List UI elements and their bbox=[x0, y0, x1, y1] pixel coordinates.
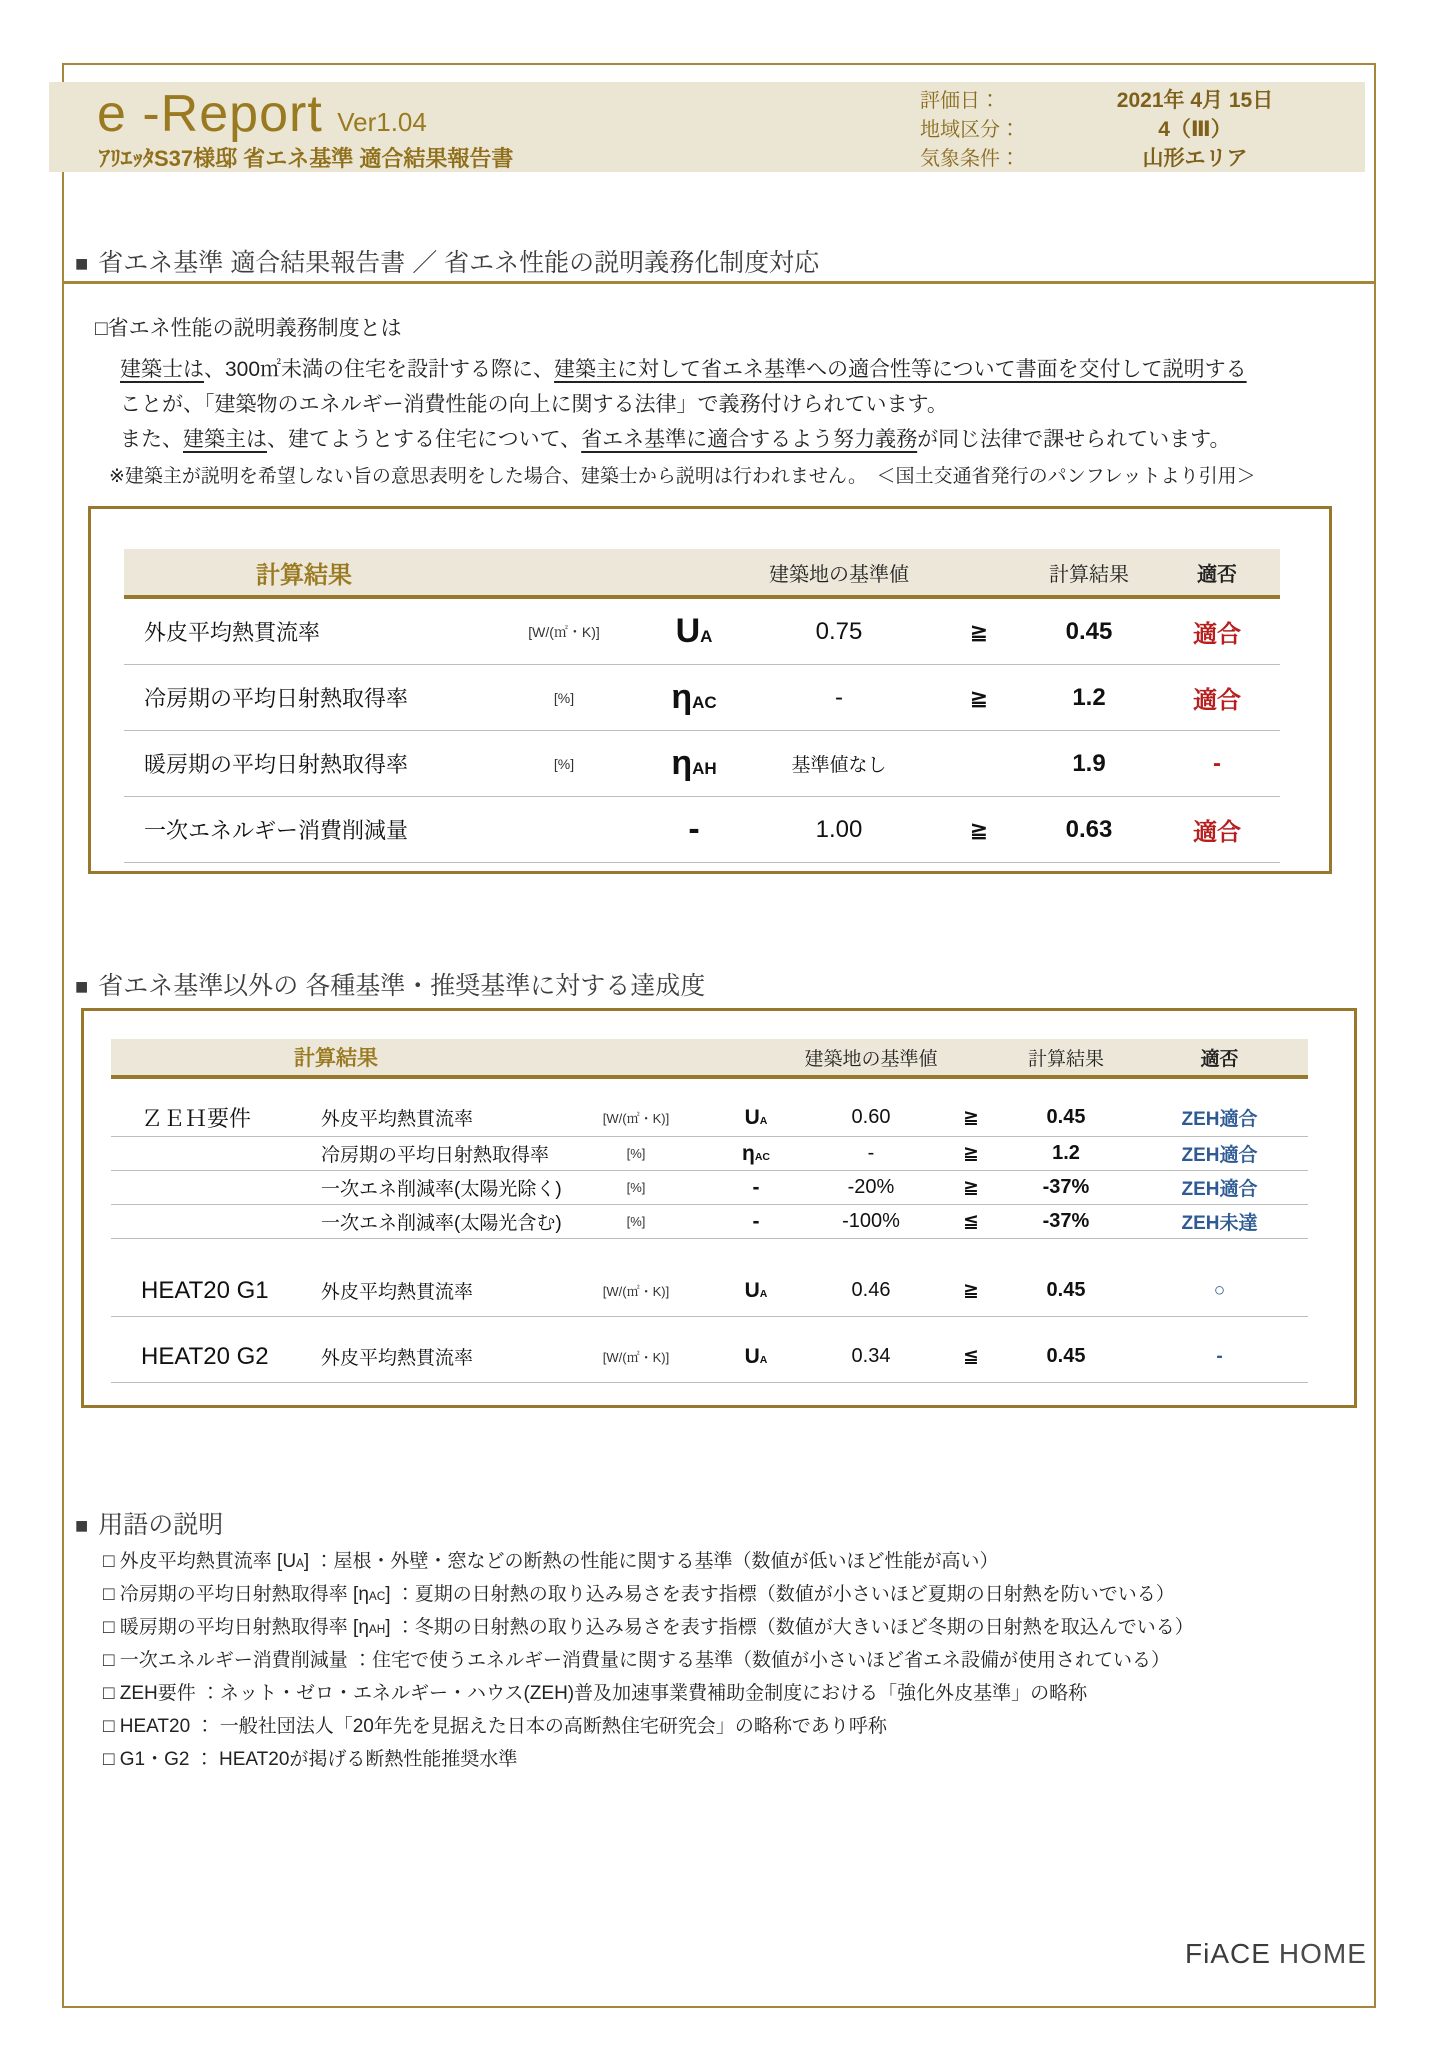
symbol-main: η bbox=[671, 678, 693, 716]
unit-label: [%] bbox=[553, 755, 575, 772]
comparison-operator: ≧ bbox=[963, 1107, 979, 1128]
symbol bbox=[711, 1345, 801, 1369]
brand bbox=[97, 84, 427, 144]
term-line bbox=[103, 1644, 1194, 1677]
square-bullet-icon: ■ bbox=[75, 1513, 89, 1538]
symbol bbox=[711, 1176, 801, 1200]
company-logo bbox=[1185, 1938, 1367, 1970]
unit-label: [W/(㎡・K)] bbox=[602, 1284, 670, 1299]
table-row bbox=[124, 599, 1280, 665]
header-cell-verdict: 適否 bbox=[1197, 563, 1237, 586]
meta-row-climate bbox=[920, 144, 1320, 173]
table-row bbox=[124, 731, 1280, 797]
term-text: □ ZEH要件 ：ネット・ゼロ・エネルギー・ハウス(ZEH)普及加速事業費補助金制度における「強化外皮基準」の略称 bbox=[103, 1683, 1088, 1704]
term-text: ] ：夏期の日射熱の取り込み易さを表す指標（数値が小さいほど夏期の日射熱を防いでいる） bbox=[385, 1584, 1175, 1605]
symbol bbox=[711, 1106, 801, 1130]
symbol-main: - bbox=[752, 1175, 760, 1199]
section-title-text: 省エネ基準 適合結果報告書 ／ 省エネ性能の説明義務化制度対応 bbox=[98, 249, 820, 277]
underlined-text: 建築主は bbox=[183, 428, 267, 451]
unit-label: [W/(㎡・K)] bbox=[602, 1350, 670, 1365]
paragraph-text: が同じ法律で課せられています。 bbox=[917, 428, 1231, 451]
row-label: 一次エネ削減率(太陽光除く) bbox=[321, 1179, 562, 1200]
meta-label: 気象条件： bbox=[920, 148, 1020, 170]
unit-label: [%] bbox=[626, 1214, 646, 1229]
symbol-subscript: AH bbox=[692, 759, 717, 778]
table-row bbox=[111, 1137, 1308, 1171]
paragraph-line: ことが、「建築物のエネルギー消費性能の向上に関する法律」で義務付けられています。 bbox=[120, 393, 948, 416]
logo-fiace: FiACE bbox=[1185, 1938, 1271, 1969]
unit-label: [W/(㎡・K)] bbox=[528, 623, 600, 640]
unit-label: [%] bbox=[626, 1146, 646, 1161]
meta-row-evaluation-date bbox=[920, 86, 1320, 115]
row-label: 冷房期の平均日射熱取得率 bbox=[144, 686, 409, 711]
paragraph-line bbox=[120, 352, 1395, 387]
result-value: 0.45 bbox=[1046, 1279, 1086, 1301]
square-bullet-icon: ■ bbox=[75, 974, 89, 999]
verdict: ZEH適合 bbox=[1181, 1179, 1258, 1200]
meta-label: 地域区分： bbox=[920, 119, 1020, 141]
meta-row-region bbox=[920, 115, 1320, 144]
result-value: -37% bbox=[1042, 1176, 1090, 1198]
comparison-operator: ≧ bbox=[969, 684, 989, 710]
comparison-operator: ≦ bbox=[963, 1211, 979, 1232]
terms-list bbox=[103, 1545, 1194, 1776]
comparison-operator: ≧ bbox=[969, 618, 989, 644]
report-title: e -Report bbox=[97, 85, 323, 143]
term-text: □ HEAT20 ： 一般社団法人「20年先を見据えた日本の高断熱住宅研究会」の略称であり呼称 bbox=[103, 1716, 887, 1737]
standard-value: 1.00 bbox=[815, 815, 863, 843]
logo-home: HOME bbox=[1278, 1938, 1367, 1969]
standard-value: 0.34 bbox=[851, 1345, 891, 1367]
symbol bbox=[711, 1279, 801, 1303]
symbol-subscript: AC bbox=[692, 693, 717, 712]
standard-value: - bbox=[867, 1142, 875, 1164]
report-subtitle: ｱﾘｴｯﾀS37様邸 省エネ基準 適合結果報告書 bbox=[99, 146, 514, 171]
report-version: Ver1.04 bbox=[337, 107, 427, 137]
symbol bbox=[644, 612, 744, 651]
term-subscript: AH bbox=[368, 1623, 386, 1636]
term-text: □ 一次エネルギー消費削減量 ：住宅で使うエネルギー消費量に関する基準（数値が小さいほど省エネ設備が使用されている） bbox=[103, 1650, 1171, 1671]
square-bullet-icon: ■ bbox=[75, 251, 89, 276]
result-value: 1.2 bbox=[1072, 683, 1106, 711]
table-row bbox=[124, 665, 1280, 731]
symbol-subscript: A bbox=[759, 1114, 768, 1127]
symbol-subscript: A bbox=[759, 1353, 768, 1366]
unit-label: [%] bbox=[626, 1180, 646, 1195]
verdict: - bbox=[1213, 749, 1221, 777]
intro-heading: □省エネ性能の説明義務制度とは bbox=[95, 317, 402, 340]
symbol-main: η bbox=[742, 1141, 755, 1165]
header-cell-item: 計算結果 bbox=[256, 561, 352, 589]
meta-label: 評価日： bbox=[920, 90, 1000, 112]
standard-value: 0.60 bbox=[851, 1106, 891, 1128]
table-row bbox=[111, 1331, 1308, 1383]
row-label: 冷房期の平均日射熱取得率 bbox=[321, 1145, 550, 1166]
standard-value: -100% bbox=[842, 1210, 900, 1232]
gold-rule bbox=[62, 281, 1376, 284]
result-value: 1.2 bbox=[1052, 1142, 1080, 1164]
symbol-subscript: A bbox=[700, 627, 713, 646]
group-label: HEAT20 G1 bbox=[141, 1276, 269, 1304]
table-row bbox=[111, 1205, 1308, 1239]
symbol-subscript: AC bbox=[754, 1150, 770, 1163]
term-text: □ 暖房期の平均日射熱取得率 [η bbox=[103, 1617, 369, 1638]
result-value: 0.63 bbox=[1065, 815, 1113, 843]
result-value: 1.9 bbox=[1072, 749, 1106, 777]
verdict: ZEH未達 bbox=[1181, 1213, 1258, 1234]
symbol-main: U bbox=[744, 1105, 760, 1129]
symbol-main: η bbox=[671, 744, 693, 782]
paragraph-line bbox=[120, 422, 1395, 457]
row-label: 外皮平均熱貫流率 bbox=[321, 1282, 474, 1303]
standard-value: - bbox=[835, 683, 843, 711]
paragraph-note: ※建築主が説明を希望しない旨の意思表明をした場合、建築士から説明は行われません。 ＜国土交通省発行のパンフレットより引用＞ bbox=[109, 466, 1256, 487]
term-line bbox=[103, 1743, 1194, 1776]
table-header-row bbox=[111, 1039, 1308, 1075]
section-title-text: 用語の説明 bbox=[98, 1511, 224, 1539]
symbol-main: U bbox=[744, 1344, 760, 1368]
section-title-compliance bbox=[75, 243, 819, 279]
paragraph-text: 、300㎡未満の住宅を設計する際に、 bbox=[204, 358, 555, 381]
row-label: 一次エネルギー消費削減量 bbox=[144, 818, 409, 843]
result-value: 0.45 bbox=[1046, 1106, 1086, 1128]
symbol bbox=[644, 678, 744, 717]
term-text: ] ：屋根・外壁・窓などの断熱の性能に関する基準（数値が低いほど性能が高い） bbox=[303, 1551, 999, 1572]
standard-value: 0.46 bbox=[851, 1279, 891, 1301]
header-band bbox=[49, 82, 1365, 172]
meta-value: 2021年 4月 15日 bbox=[1116, 89, 1274, 112]
paragraph-text: また、 bbox=[120, 428, 183, 451]
unit-label: [%] bbox=[553, 689, 575, 706]
row-label: 外皮平均熱貫流率 bbox=[321, 1348, 474, 1369]
standard-value: 0.75 bbox=[815, 617, 863, 645]
report-meta bbox=[920, 86, 1320, 173]
verdict: ZEH適合 bbox=[1181, 1109, 1258, 1130]
symbol-main: - bbox=[688, 810, 700, 848]
intro-paragraph bbox=[95, 352, 1395, 457]
section-title-text: 省エネ基準以外の 各種基準・推奨基準に対する達成度 bbox=[98, 972, 706, 1000]
meta-value: 山形エリア bbox=[1142, 147, 1248, 170]
table-row bbox=[111, 1079, 1308, 1137]
compliance-result-table bbox=[88, 506, 1332, 874]
underlined-text: 建築士は bbox=[120, 358, 204, 381]
symbol-main: U bbox=[744, 1278, 760, 1302]
group-label: HEAT20 G2 bbox=[141, 1342, 269, 1370]
verdict: 適合 bbox=[1193, 687, 1241, 714]
symbol-subscript: A bbox=[759, 1287, 768, 1300]
result-value: 0.45 bbox=[1065, 617, 1113, 645]
term-line bbox=[103, 1578, 1194, 1611]
row-label: 外皮平均熱貫流率 bbox=[321, 1109, 474, 1130]
comparison-operator: ≧ bbox=[963, 1177, 979, 1198]
term-line bbox=[103, 1545, 1194, 1578]
header-cell-item: 計算結果 bbox=[294, 1047, 378, 1070]
symbol-main: - bbox=[752, 1209, 760, 1233]
underlined-text: 省エネ基準に適合するよう努力義務 bbox=[581, 428, 918, 451]
standard-value: 基準値なし bbox=[791, 755, 887, 776]
row-label: 暖房期の平均日射熱取得率 bbox=[144, 752, 409, 777]
unit-label: [W/(㎡・K)] bbox=[602, 1111, 670, 1126]
standard-value: -20% bbox=[847, 1176, 895, 1198]
meta-value: 4（Ⅲ） bbox=[1158, 118, 1232, 141]
term-text: □ 冷房期の平均日射熱取得率 [η bbox=[103, 1584, 369, 1605]
header-cell-standard: 建築地の基準値 bbox=[769, 563, 909, 586]
header-cell-verdict: 適否 bbox=[1200, 1048, 1239, 1070]
term-line bbox=[103, 1611, 1194, 1644]
term-text: □ G1・G2 ： HEAT20が掲げる断熱性能推奨水準 bbox=[103, 1749, 518, 1770]
term-subscript: AC bbox=[368, 1590, 386, 1603]
verdict: - bbox=[1216, 1345, 1223, 1367]
table-row bbox=[111, 1171, 1308, 1205]
symbol-main: U bbox=[675, 612, 701, 650]
header-cell-result: 計算結果 bbox=[1027, 1048, 1104, 1070]
intro-block bbox=[95, 312, 1395, 488]
other-standards-table bbox=[81, 1008, 1357, 1408]
verdict: 適合 bbox=[1193, 819, 1241, 846]
comparison-operator: ≦ bbox=[963, 1346, 979, 1367]
table-row bbox=[124, 797, 1280, 863]
paragraph-text: 、建てようとする住宅について、 bbox=[267, 428, 582, 451]
comparison-operator: ≧ bbox=[963, 1143, 979, 1164]
section-title-terms bbox=[75, 1505, 223, 1541]
header-cell-result: 計算結果 bbox=[1049, 563, 1129, 586]
header-cell-standard: 建築地の基準値 bbox=[804, 1048, 938, 1070]
symbol bbox=[644, 810, 744, 849]
table-row bbox=[111, 1265, 1308, 1317]
underlined-text: 建築主に対して省エネ基準への適合性等について書面を交付して説明する bbox=[554, 358, 1247, 381]
row-label: 一次エネ削減率(太陽光含む) bbox=[321, 1213, 562, 1234]
term-line bbox=[103, 1710, 1194, 1743]
comparison-operator: ≧ bbox=[963, 1280, 979, 1301]
result-value: -37% bbox=[1042, 1210, 1090, 1232]
symbol bbox=[711, 1142, 801, 1166]
symbol bbox=[644, 744, 744, 783]
term-subscript: A bbox=[296, 1557, 304, 1570]
group-label: ＺＥＨ要件 bbox=[141, 1106, 252, 1131]
section-title-other-standards bbox=[75, 966, 705, 1002]
verdict: ZEH適合 bbox=[1181, 1145, 1258, 1166]
term-text: ] ：冬期の日射熱の取り込み易さを表す指標（数値が大きいほど冬期の日射熱を取込んでいる） bbox=[385, 1617, 1194, 1638]
result-value: 0.45 bbox=[1046, 1345, 1086, 1367]
term-line bbox=[103, 1677, 1194, 1710]
verdict: ○ bbox=[1213, 1279, 1226, 1301]
table-header-row bbox=[124, 549, 1280, 595]
term-text: □ 外皮平均熱貫流率 [U bbox=[103, 1551, 297, 1572]
symbol bbox=[711, 1210, 801, 1234]
verdict: 適合 bbox=[1193, 621, 1241, 648]
row-label: 外皮平均熱貫流率 bbox=[144, 620, 321, 645]
comparison-operator: ≧ bbox=[969, 816, 989, 842]
